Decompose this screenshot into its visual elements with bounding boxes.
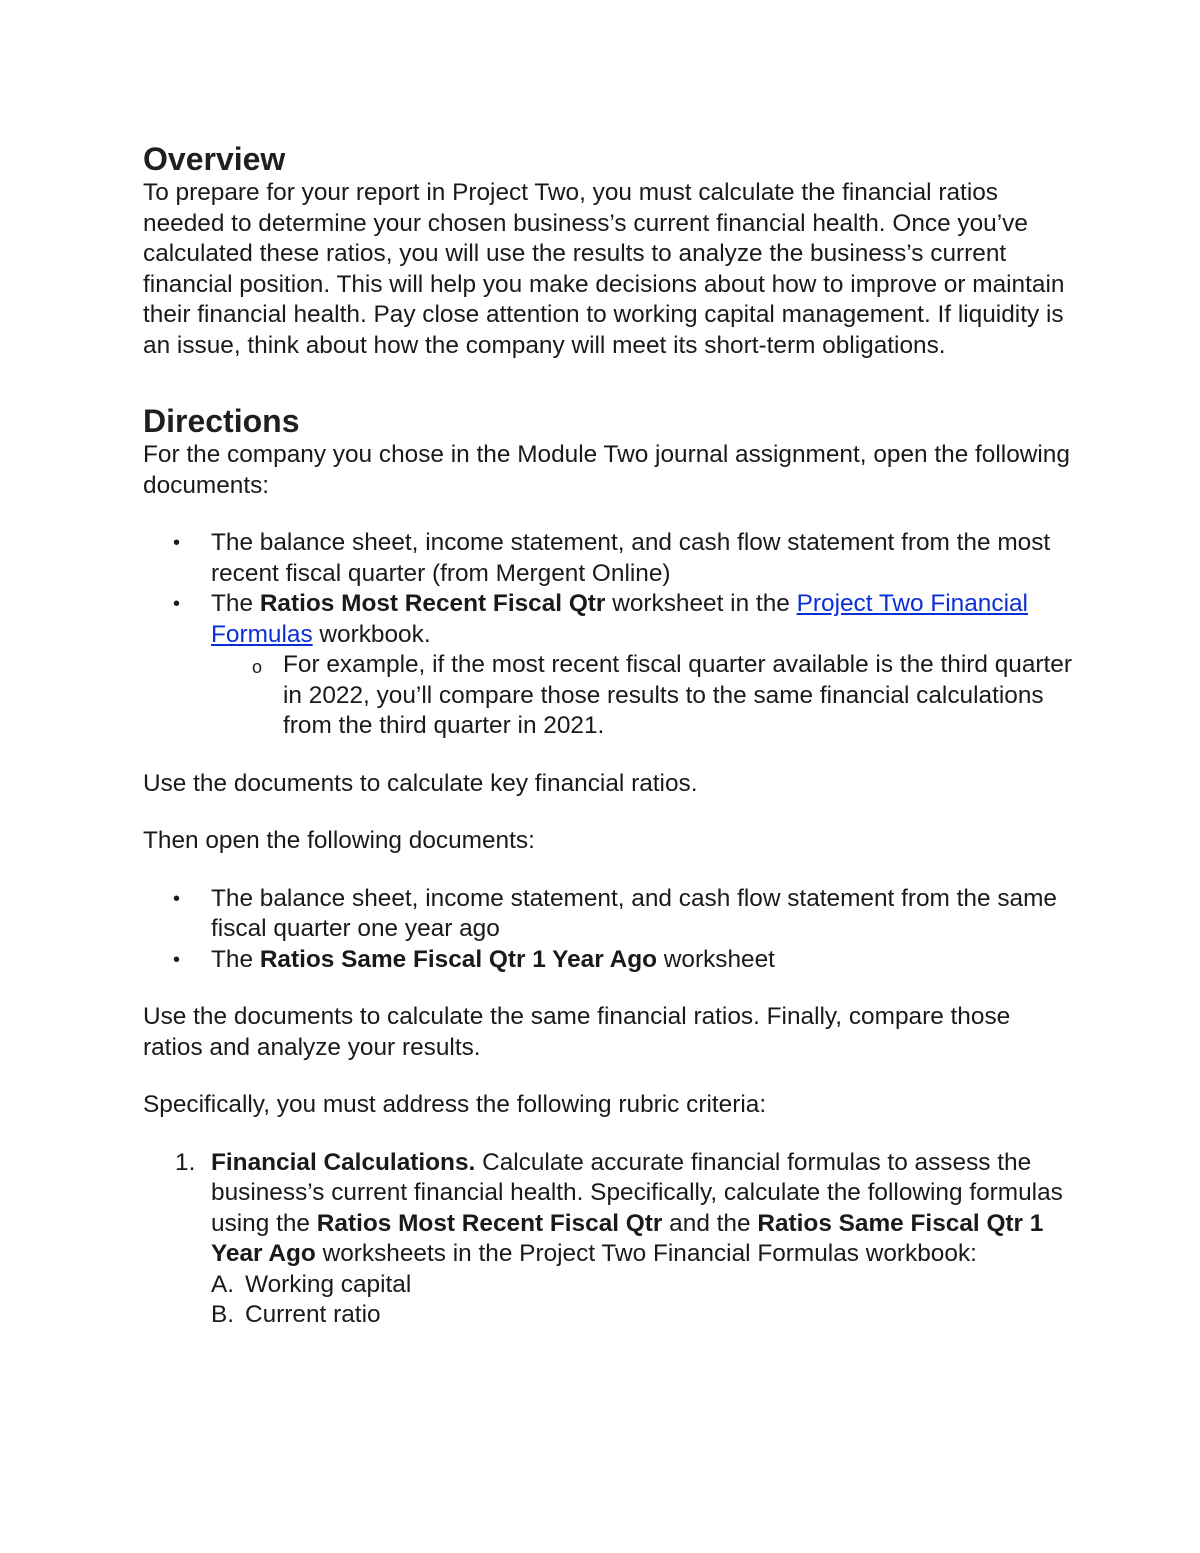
formula-label: A. [211, 1270, 235, 1298]
use-documents-paragraph: Use the documents to calculate key financial ratios. [143, 769, 698, 797]
rubric-criterion [175, 1148, 1073, 1331]
list-item [211, 945, 1073, 976]
example-sublist [211, 650, 1073, 742]
formula-text: Working capital [245, 1270, 412, 1298]
overview-heading: Overview [143, 141, 286, 177]
list-item-text: workbook. [312, 620, 431, 648]
criterion-title: Financial Calculations. [211, 1148, 476, 1176]
rubric-criteria-list [143, 1148, 1073, 1331]
compare-paragraph: Use the documents to calculate the same financial ratios. Finally, compare those ratios and analyze your results. [143, 1003, 1011, 1061]
criterion-number: 1. [175, 1148, 196, 1176]
list-item [211, 589, 1073, 742]
formula-label: B. [211, 1301, 235, 1328]
list-item-text: worksheet in the [605, 590, 797, 617]
example-text: For example, if the most recent fiscal quarter available is the third quarter in 2022, you’ll compare those results to the same financial calculations from the third quarter in 2021. [283, 651, 1072, 739]
list-item-text: The balance sheet, income statement, and cash flow statement from the most recent fiscal quarter (from Mergent Online) [211, 529, 1051, 587]
documents-list-year-ago [143, 884, 1073, 976]
project-two-financial-formulas-link[interactable]: Project Two Financial Formulas [211, 590, 1028, 648]
overview-paragraph: To prepare for your report in Project Two, you must calculate the financial ratios needed to determine your chosen business’s current financial health. Once you’ve calculated these ratios, you will use the results to analyze the business’s current financial position. This will help you make decisions about how to improve or maintain their financial health. Pay close attention to working capital management. If liquidity is an issue, think about how the company will meet its short-term obligations. [143, 179, 1065, 359]
list-item-text: The [211, 590, 260, 617]
list-item [283, 650, 1073, 742]
list-item-text: The balance sheet, income statement, and cash flow statement from the same fiscal quarter one year ago [211, 884, 1057, 942]
formula-text: Current ratio [245, 1301, 381, 1328]
worksheet-name-recent: Ratios Most Recent Fiscal Qtr [259, 590, 606, 617]
worksheet-name-year-ago: Ratios Same Fiscal Qtr 1 Year Ago [259, 945, 658, 973]
rubric-intro: Specifically, you must address the following rubric criteria: [143, 1091, 767, 1118]
worksheet-name-recent: Ratios Most Recent Fiscal Qtr [316, 1209, 663, 1237]
directions-intro: For the company you chose in the Module Two journal assignment, open the following documents: [143, 441, 1070, 499]
directions-heading: Directions [143, 403, 300, 439]
formula-item [211, 1270, 1073, 1301]
criterion-text: and the [662, 1209, 758, 1237]
list-item-text: worksheet [657, 945, 775, 973]
formula-list [211, 1270, 1073, 1331]
list-item [211, 528, 1073, 589]
document-page [143, 140, 1073, 1331]
documents-list-recent [143, 528, 1073, 742]
criterion-text: worksheets in the Project Two Financial Formulas workbook: [315, 1240, 977, 1267]
then-open-paragraph: Then open the following documents: [143, 827, 535, 854]
criterion-text: Calculate accurate financial formulas to assess the business’s current financial health. Specifically, calculate the following formulas using the [211, 1148, 1063, 1237]
list-item [211, 884, 1073, 945]
worksheet-name-year-ago: Ratios Same Fiscal Qtr 1 Year Ago [211, 1209, 1044, 1267]
list-item-text: The [211, 945, 260, 973]
formula-item [211, 1300, 1073, 1331]
